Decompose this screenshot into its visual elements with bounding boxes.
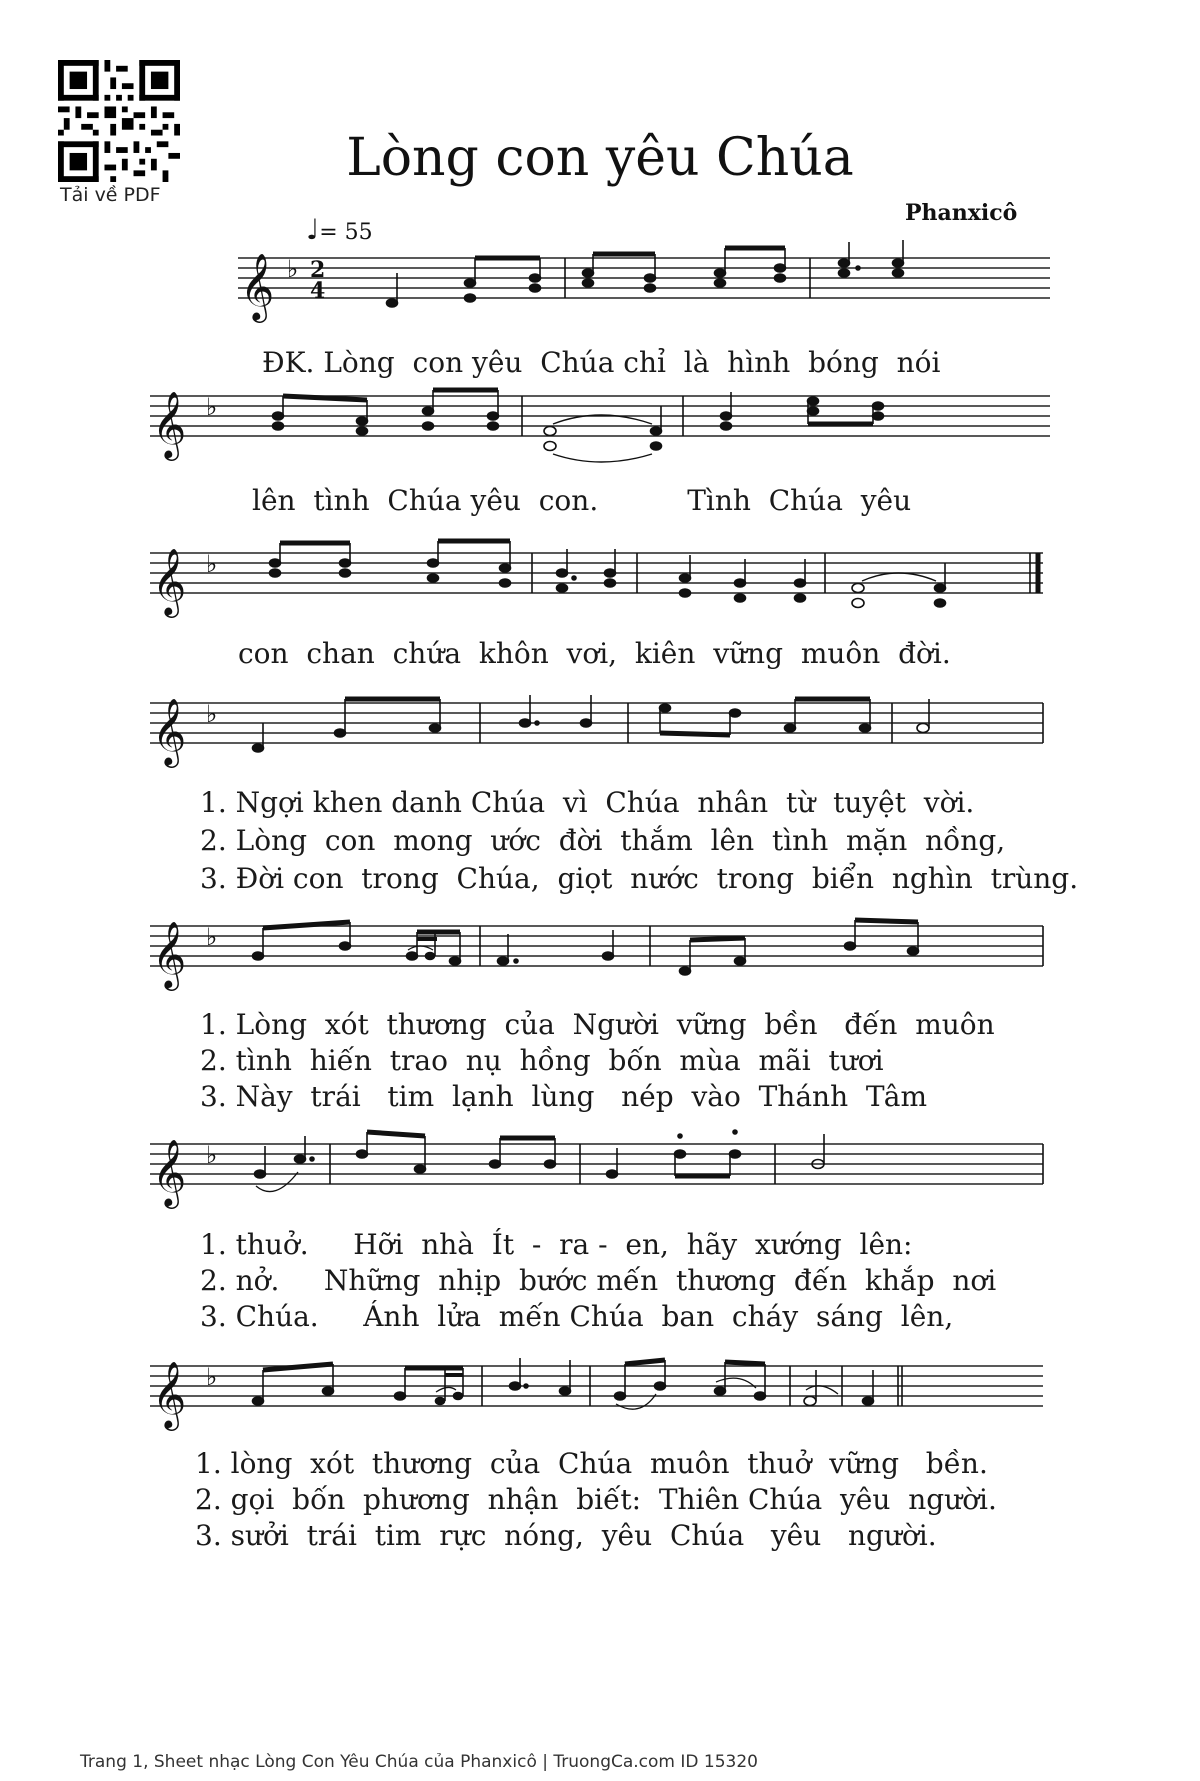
- quarter-note-icon: ♩: [306, 213, 320, 246]
- treble-clef-icon: 𝄞: [152, 390, 187, 458]
- lyric-line: 1. lòng xót thương của Chúa muôn thuở vững bền.: [195, 1447, 988, 1480]
- key-flat-icon: ♭: [206, 700, 218, 728]
- treble-clef-icon: 𝄞: [152, 920, 187, 988]
- lyric-line: con chan chứa khôn vơi, kiên vững muôn đời.: [238, 637, 951, 670]
- download-pdf-label[interactable]: Tải về PDF: [60, 184, 161, 206]
- treble-clef-icon: 𝄞: [152, 547, 187, 615]
- staff-system-2: [150, 378, 1050, 468]
- staff-system-6: [150, 1126, 1050, 1216]
- key-flat-icon: ♭: [206, 393, 218, 421]
- lyric-line: 1. Ngợi khen danh Chúa vì Chúa nhân từ tuyệt vời.: [200, 786, 975, 819]
- lyric-line: ĐK. Lòng con yêu Chúa chỉ là hình bóng nói: [262, 346, 941, 379]
- lyric-line: 2. gọi bốn phương nhận biết: Thiên Chúa yêu người.: [195, 1483, 997, 1516]
- key-flat-icon: ♭: [206, 1141, 218, 1169]
- time-signature-top: 2: [310, 257, 326, 283]
- composer-name: Phanxicô: [905, 200, 1018, 226]
- lyric-line: 3. Này trái tim lạnh lùng nép vào Thánh Tâm: [200, 1080, 928, 1113]
- lyric-line: 2. nở. Những nhịp bước mến thương đến khắp nơi: [200, 1264, 997, 1297]
- lyric-line: lên tình Chúa yêu con. Tình Chúa yêu: [252, 484, 912, 517]
- staff-system-3: [150, 535, 1050, 625]
- treble-clef-icon: 𝄞: [240, 252, 275, 320]
- song-title: Lòng con yêu Chúa: [346, 128, 854, 188]
- treble-clef-icon: 𝄞: [152, 1360, 187, 1428]
- lyric-line: 3. sưởi trái tim rực nóng, yêu Chúa yêu người.: [195, 1519, 937, 1552]
- key-flat-icon: ♭: [287, 255, 299, 283]
- key-flat-icon: ♭: [206, 923, 218, 951]
- tempo-value: = 55: [319, 220, 373, 245]
- treble-clef-icon: 𝄞: [152, 1138, 187, 1206]
- page-footer: Trang 1, Sheet nhạc Lòng Con Yêu Chúa của Phanxicô | TruongCa.com ID 15320: [80, 1752, 758, 1772]
- staff-system-1: [150, 240, 1050, 330]
- key-flat-icon: ♭: [206, 1363, 218, 1391]
- lyric-line: 1. Lòng xót thương của Người vững bền đến muôn: [200, 1008, 995, 1041]
- lyric-line: 2. tình hiến trao nụ hồng bốn mùa mãi tươi: [200, 1044, 884, 1077]
- lyric-line: 3. Chúa. Ánh lửa mến Chúa ban cháy sáng lên,: [200, 1300, 954, 1333]
- lyric-line: 3. Đời con trong Chúa, giọt nước trong biển nghìn trùng.: [200, 862, 1079, 895]
- staff-system-7: [150, 1348, 1050, 1438]
- key-flat-icon: ♭: [206, 550, 218, 578]
- lyric-line: 2. Lòng con mong ước đời thắm lên tình mặn nồng,: [200, 824, 1006, 857]
- staff-system-4: [150, 685, 1050, 775]
- time-signature-bottom: 4: [310, 278, 326, 304]
- staff-system-5: [150, 908, 1050, 998]
- treble-clef-icon: 𝄞: [152, 697, 187, 765]
- lyric-line: 1. thuở. Hỡi nhà Ít - ra - en, hãy xướng lên:: [200, 1228, 913, 1261]
